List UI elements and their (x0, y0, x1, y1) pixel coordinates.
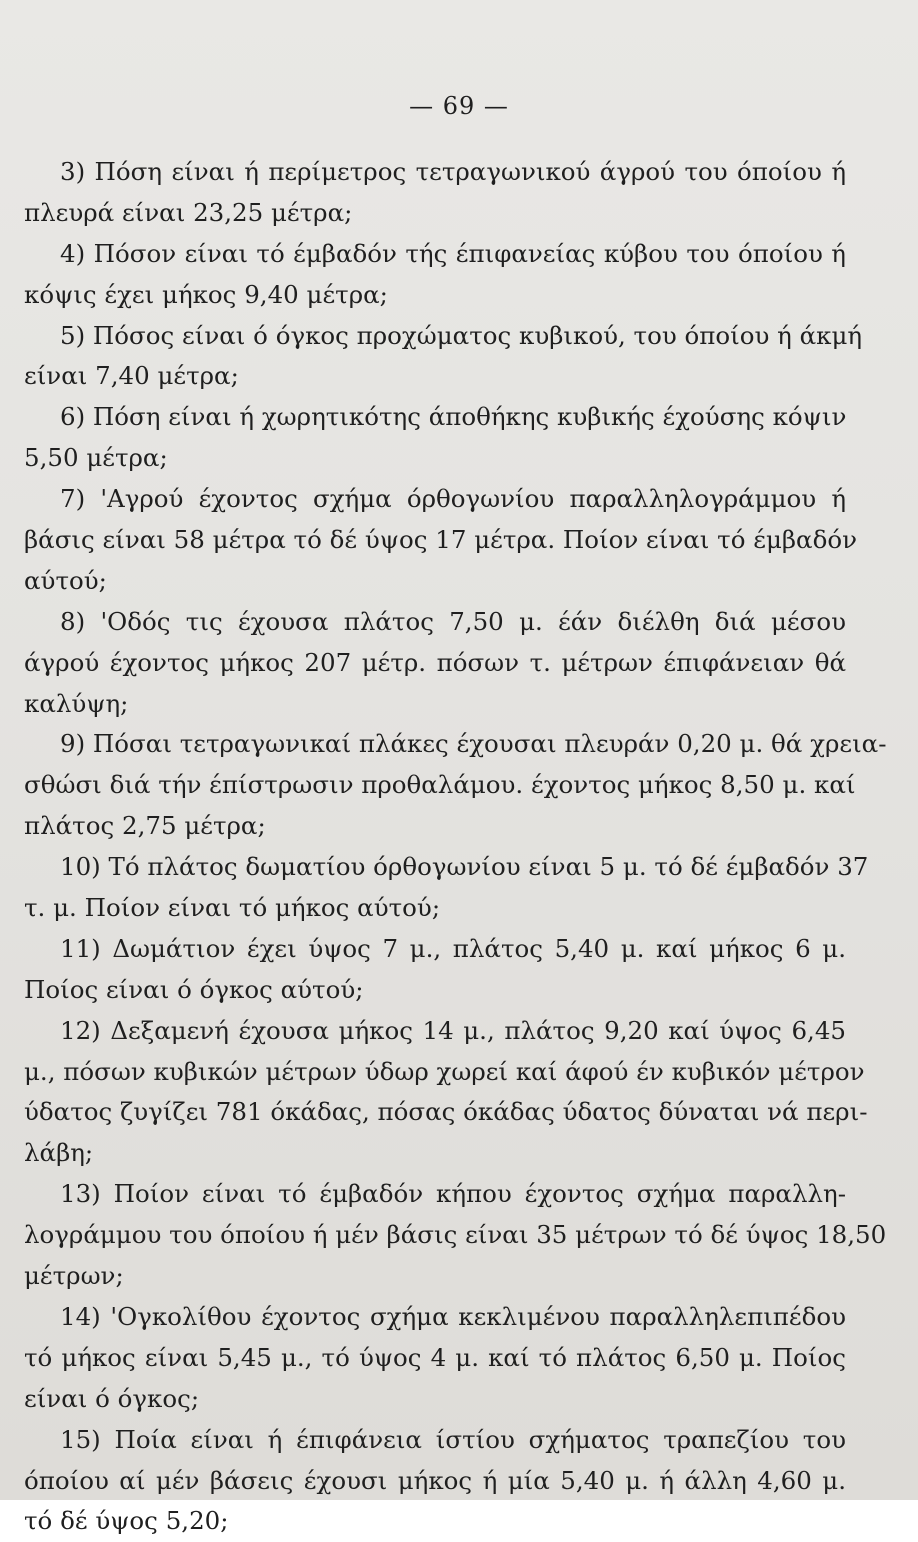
text-line: βάσις είναι 58 μέτρα τό δέ ύψος 17 μέτρα. Ποίον είναι τό έμβαδόν (24, 525, 857, 555)
text-line: ύδατος ζυγίζει 781 όκάδας, πόσας όκάδας ύδατος δύναται νά περι- (24, 1097, 868, 1127)
text-line: 7) 'Αγρού έχοντος σχήμα όρθογωνίου παραλληλογράμμου ή (60, 484, 846, 514)
text-line: 4) Πόσον είναι τό έμβαδόν τής έπιφανείας κύβου του όποίου ή (60, 238, 846, 268)
text-line: 8) 'Οδός τις έχουσα πλάτος 7,50 μ. έάν διέλθη διά μέσου (60, 606, 846, 636)
text-line: σθώσι διά τήν έπίστρωσιν προθαλάμου. έχοντος μήκος 8,50 μ. καί (24, 770, 856, 800)
text-line: 15) Ποία είναι ή έπιφάνεια ίστίου σχήματος τραπεζίου του (60, 1424, 846, 1454)
text-line: 5,50 μέτρα; (24, 443, 168, 473)
text-line: άγρού έχοντος μήκος 207 μέτρ. πόσων τ. μέτρων έπιφάνειαν θά (24, 647, 846, 677)
text-line: 10) Τό πλάτος δωματίου όρθογωνίου είναι 5 μ. τό δέ έμβαδόν 37 (60, 852, 869, 882)
text-line: Ποίος είναι ό όγκος αύτού; (24, 974, 364, 1004)
text-line: 14) 'Ογκολίθου έχοντος σχήμα κεκλιμένου παραλληλεπιπέδου (60, 1301, 846, 1331)
text-line: μ., πόσων κυβικών μέτρων ύδωρ χωρεί καί άφού έν κυβικόν μέτρον (24, 1056, 865, 1086)
text-line: 3) Πόση είναι ή περίμετρος τετραγωνικού άγρού του όποίου ή (60, 157, 846, 186)
text-line: αύτού; (24, 565, 107, 595)
text-line: είναι 7,40 μέτρα; (24, 361, 239, 391)
text-line: 9) Πόσαι τετραγωνικαί πλάκες έχουσαι πλευράν 0,20 μ. θά χρεια- (60, 729, 887, 759)
text-line: τό δέ ύψος 5,20; (24, 1506, 229, 1536)
text-line: 13) Ποίον είναι τό έμβαδόν κήπου έχοντος σχήμα παραλλη- (60, 1179, 846, 1209)
text-line: κόψις έχει μήκος 9,40 μέτρα; (24, 279, 388, 309)
text-line: όποίου αί μέν βάσεις έχουσι μήκος ή μία 5,40 μ. ή άλλη 4,60 μ. (24, 1465, 846, 1495)
text-line: καλύψη; (24, 688, 129, 718)
text-line: τό μήκος είναι 5,45 μ., τό ύψος 4 μ. καί τό πλάτος 6,50 μ. Ποίος (24, 1342, 846, 1372)
text-line: πλάτος 2,75 μέτρα; (24, 811, 266, 841)
text-line: 11) Δωμάτιον έχει ύψος 7 μ., πλάτος 5,40 μ. καί μήκος 6 μ. (60, 933, 846, 963)
text-line: 6) Πόση είναι ή χωρητικότης άποθήκης κυβικής έχούσης κόψιν (60, 402, 847, 432)
text-line: 12) Δεξαμενή έχουσα μήκος 14 μ., πλάτος 9,20 καί ύψος 6,45 (60, 1015, 846, 1045)
page-number: — 69 — (409, 92, 509, 120)
text-line: λάβη; (24, 1138, 94, 1168)
text-line: 5) Πόσος είναι ό όγκος προχώματος κυβικού, του όποίου ή άκμή (60, 320, 863, 350)
exercise-text (24, 152, 887, 1542)
text-line: είναι ό όγκος; (24, 1383, 200, 1413)
text-line: πλευρά είναι 23,25 μέτρα; (24, 197, 353, 227)
text-line: λογράμμου του όποίου ή μέν βάσις είναι 35 μέτρων τό δέ ύψος 18,50 (24, 1220, 887, 1250)
text-line: τ. μ. Ποίον είναι τό μήκος αύτού; (24, 893, 441, 923)
text-line: μέτρων; (24, 1261, 124, 1291)
